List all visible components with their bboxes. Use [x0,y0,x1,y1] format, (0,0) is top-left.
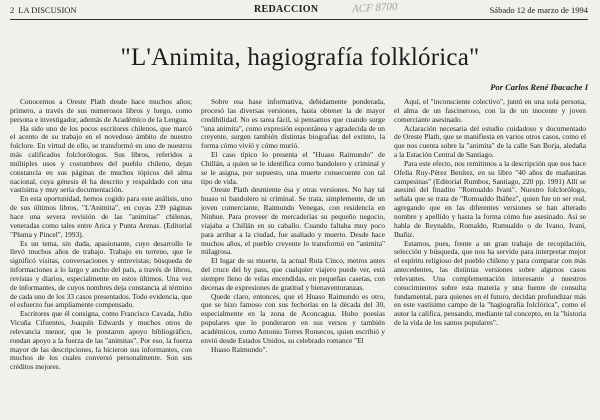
paragraph: Oreste Plath desmiente ésa y otras versiones. No hay tal huaso ni bandolero ni criminal. Se trata, simplemente, de un joven comerciante, Raimundo Venegas, con residencia en Ninhue. Para proveer de mercaderías su pequeño negocio, viajaba a Chillán en su caballo. Cuando faltaba muy poco para arribar a la ciudad, fue asaltado y muerto. Desde hace muchos años, el pueblo creyente lo transformó en "animita" milagrosa. [201,185,385,257]
section-name: REDACCION [254,4,319,15]
article-byline: Por Carlos René Ibacache I [490,82,588,92]
article-title: "L'Animita, hagiografía folklórica" [120,44,480,71]
paragraph: Conocemos a Oreste Plath desde hace muchos años; primero, a través de sus numerosos libros y luego, como persona e investigador, además de Académico de la Lengua. [10,98,192,124]
paragraph: Aquí, el "inconsciente colectivo", juntó en una sola persona, el alma de un fascineroso, con la de un inocente y joven comerciante asesinado. [394,98,586,124]
archive-stamp: ACF 8700 [351,0,398,16]
paragraph: Ha sido uno de los pocos escritores chilenos, que marcó el acento de su trabajo en el novedoso ámbito de nuestro folclore. En virtud de ello, se transformó en uno de nuestros más calificados folclorólogos. Sus libros, referidos a múltiples usos y costumbres del pueblo chileno, dejan constancia en sus páginas de muchos tópicos del alma nacional, cuya génesis él ha descrito y respaldado con una vastísima y muy seria documentación. [10,123,192,195]
page-number: 2 [10,5,15,15]
article-column-2 [201,98,385,418]
publication-name: LA DISCUSION [18,5,77,15]
paragraph: Es un tema, sin duda, apasionante, cuyo desarrollo le llevó muchos años de trabajo. Trabajo en terreno, que le significó visitas, conversaciones y entrevistas; búsqueda de informaciones a lo largo y ancho del país, a través de libros, revistas y diarios, especialmente en estos últimos. Una vez de informantes, de cuyos nombres deja constancia al término de cada uno de los 33 casos presentados. Todo evidencia, que el esfuerzo fue ampliamente compensado. [10,238,192,310]
paragraph: Escritores que él consigna, como Francisco Cavada, Julio Vicuña Cifuentes, Joaquín Edwards y muchos otros de relevancia menor, que le prestaron apoyo bibliográfico, rondan apoyo a la fuerza de las "animitas". Por eso, la fuerza mayor de las descripciones, la hicieron sus informantes, con muchos de los cuales conversó personalmente. Son sus créditos mejores. [10,309,192,372]
paragraph: El caso típico lo presenta el "Huaso Raimundo" de Chillán, a quien se le identifica como bandolero y criminal y se le asigna, por supuesto, una muerte consecuente con tal tipo de vida. [201,150,385,186]
header-left [10,5,77,15]
paragraph: Huaso Raimundo". [211,344,268,354]
page-header [10,0,588,18]
paragraph: Sobre esa base informativa, debidamente ponderada, procesó las diversas versiones, hasta obtener la de mayor credibilidad. No es tarea fácil, si pensamos que cuando surge "una animita", como expresión espontánea y agradecida de un creyente, surgen también distintas biografías del extinto, la forma cómo vivió y cómo murió. [201,98,385,151]
issue-date: Sábado 12 de marzo de 1994 [489,5,588,15]
paragraph: Quede claro, entonces, que el Huaso Raimundo es otro, que se hizo famoso con sus fechorías en la década del 30, especialmente en la zona de Aconcagua. Hubo poesías populares que lo ponderaron en sus versos y también académicos, como Antonio Torres Ronsecos, quien escribió y envió desde Estados Unidos, su celebrado romance "El [201,291,385,345]
header-rule [10,19,588,20]
paragraph: En esta oportunidad, hemos cogido para este análisis, uno de sus últimos libros, "L'Animita", en cuyas 239 páginas hace una severa revisión de las "animitas" chilenas, veneradas como tales entre Arica y Punta Arenas. (Editorial "Pluma y Pincel", 1993). [10,194,192,239]
article-column-1 [10,98,192,418]
paragraph: Estamos, pues, frente a un gran trabajo de recopilación, selección y búsqueda, que nos ha servido para interpretar mejor el espíritu religioso del pueblo chileno y para comparar con más antecedentes, las distintas versiones sobre algunos casos relevantes. Una complementación interesante a nuestros conocimientos sobre esta materia y una fuente de consulta fundamental, para quienes en el futuro, decidan profundizar más en este vastísimo campo de la "hagiografía folclórica", como el autor la califica, pensando, mediante tal concepto, en la "historia de la vida de los santos populares". [394,238,586,328]
paragraph: El lugar de su muerte, la actual Ruta Cinco, metros antes del cruce del by pass, que cualquier viajero puede ver, está siempre lleno de velas encendidas, en pequeñas casetas, con decenas de expresiones de gratitud y bienaventuranzas. [201,256,385,292]
paragraph: Para este efecto, nos remitimos a la descripción que nos hace Ofelia Ruy-Pérez Benítez, en su libro "40 años de mañanitas campesinas" (Editorial Rumbos, Santiago, 220 pp. 1991) Allí se asesinó del finadito "Romualdo Ivani". Nuestro folclorólogo, señala que se trata de "Romualdo Ibáñez", quien fue un ser real, agregando que en las diferentes versiones se han alterado nombre y apellido y hasta la forma cómo fue asesinado. Así se habla de Reynaldo, Romaldo, Rumualdo o de Ivano, Ivani, Ibañiz. [394,158,586,239]
paragraph: Aclaración necesaria del estudio cuidadoso y documentado de Oreste Plath, que se manifiesta en varios otros casos, como el que nos cuenta sobre la "animita" de la calle San Borja, aledaña a la Estación Central de Santiago. [394,123,586,160]
article-column-3 [394,98,586,418]
